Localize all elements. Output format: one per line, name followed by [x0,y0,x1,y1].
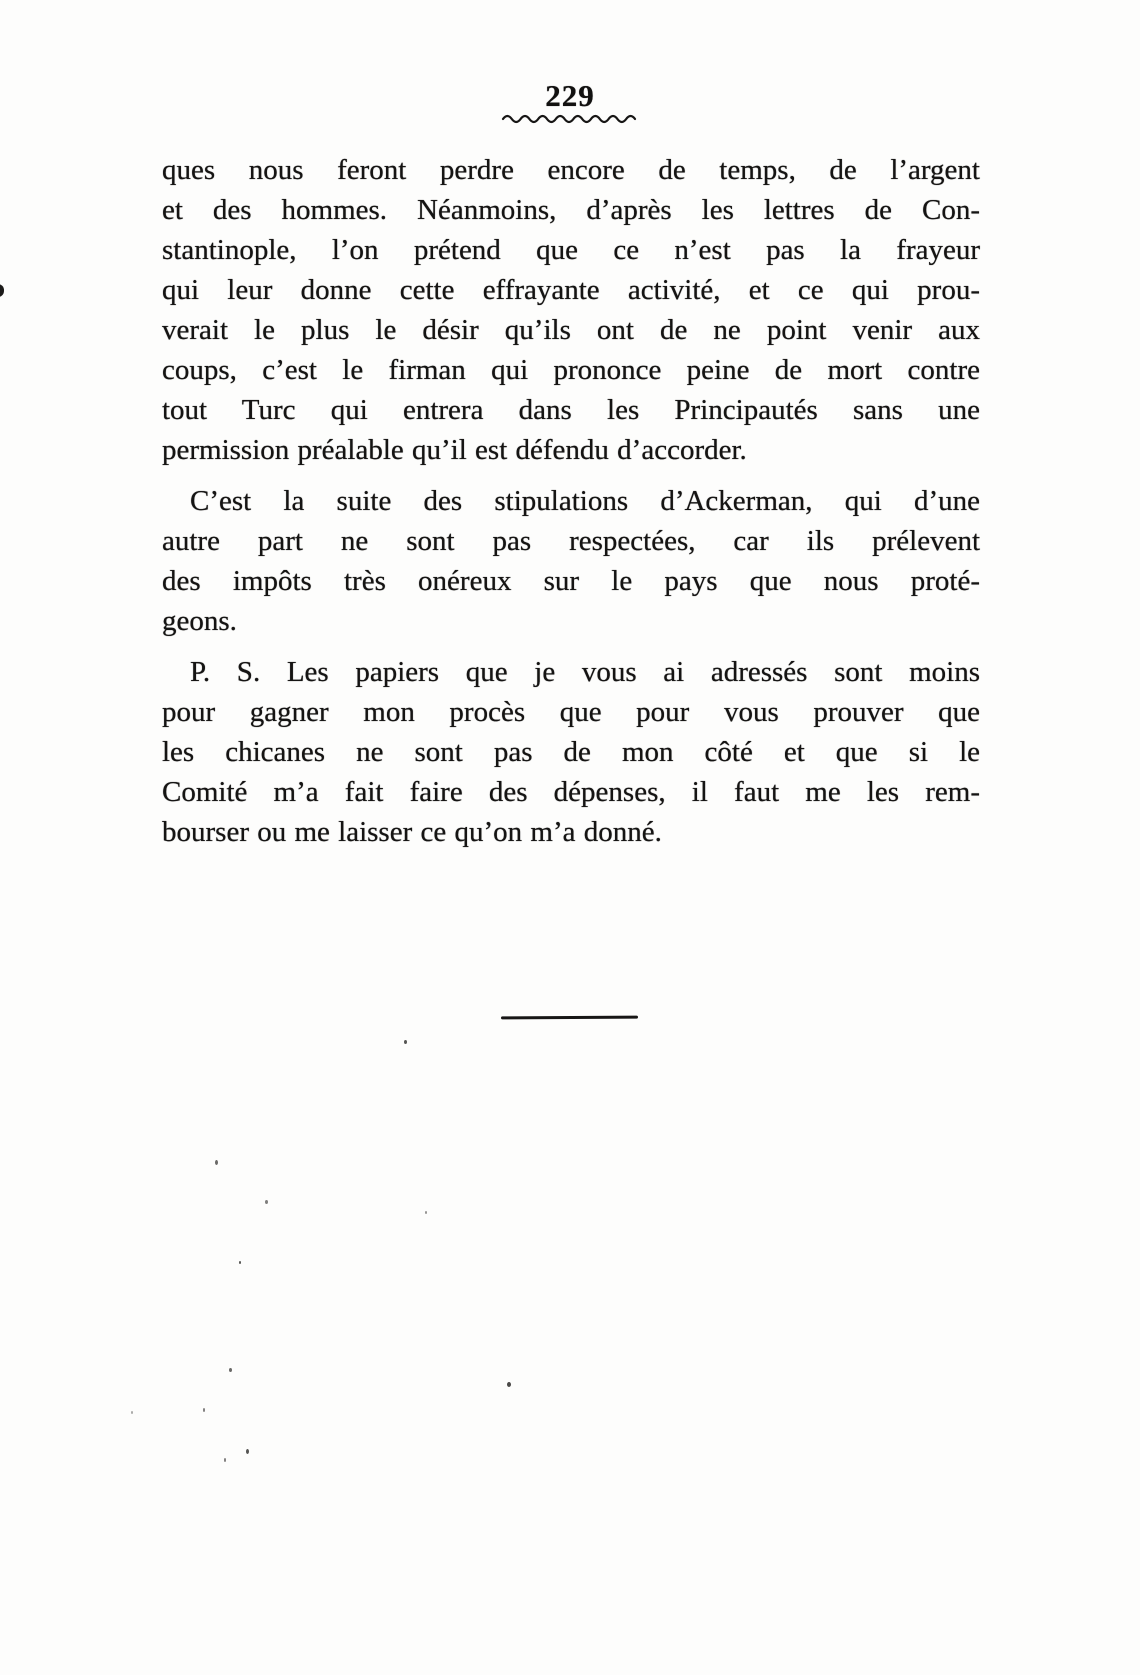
text-line: verait le plus le désir qu’ils ont de ne point venir aux [162,314,980,346]
text-line: des impôts très onéreux sur le pays que nous proté- [162,565,980,597]
text-block [162,150,980,852]
scan-edge-mark [0,284,4,297]
text-line: ques nous feront perdre encore de temps, de l’argent [162,154,980,186]
page-number: 229 [545,78,595,113]
text-line: stantinople, l’on prétend que ce n’est pas la frayeur [162,234,980,266]
text-line: les chicanes ne sont pas de mon côté et que si le [162,736,980,768]
scan-speck [507,1382,511,1387]
text-line: geons. [162,605,237,637]
scan-speck [203,1408,205,1412]
text-line: qui leur donne cette effrayante activité, et ce qui prou- [162,274,980,306]
text-line: autre part ne sont pas respectées, car ils prélevent [162,525,980,557]
section-divider [501,1016,638,1020]
paragraph [162,652,980,852]
scan-speck [246,1449,249,1454]
text-line: bourser ou me laisser ce qu’on m’a donné. [162,816,662,848]
scan-speck [239,1261,241,1264]
scan-speck [224,1458,226,1462]
page-header [0,80,1140,124]
paragraph [162,481,980,641]
paragraph [162,150,980,470]
scan-speck [265,1200,268,1204]
scan-speck [215,1160,218,1165]
text-line: C’est la suite des stipulations d’Ackerman, qui d’une [190,485,980,517]
text-line: coups, c’est le firman qui prononce peine de mort contre [162,354,980,386]
text-line: et des hommes. Néanmoins, d’après les lettres de Con- [162,194,980,226]
scan-speck [404,1040,407,1044]
text-line: P. S. Les papiers que je vous ai adressés sont moins [190,656,980,688]
scan-speck [425,1211,427,1214]
text-line: Comité m’a fait faire des dépenses, il faut me les rem- [162,776,980,808]
text-line: pour gagner mon procès que pour vous prouver que [162,696,980,728]
scan-speck [229,1368,232,1372]
scan-speck [131,1411,133,1414]
wavy-underline-icon [500,112,640,124]
text-line: permission préalable qu’il est défendu d’accorder. [162,434,747,466]
text-line: tout Turc qui entrera dans les Principautés sans une [162,394,980,426]
